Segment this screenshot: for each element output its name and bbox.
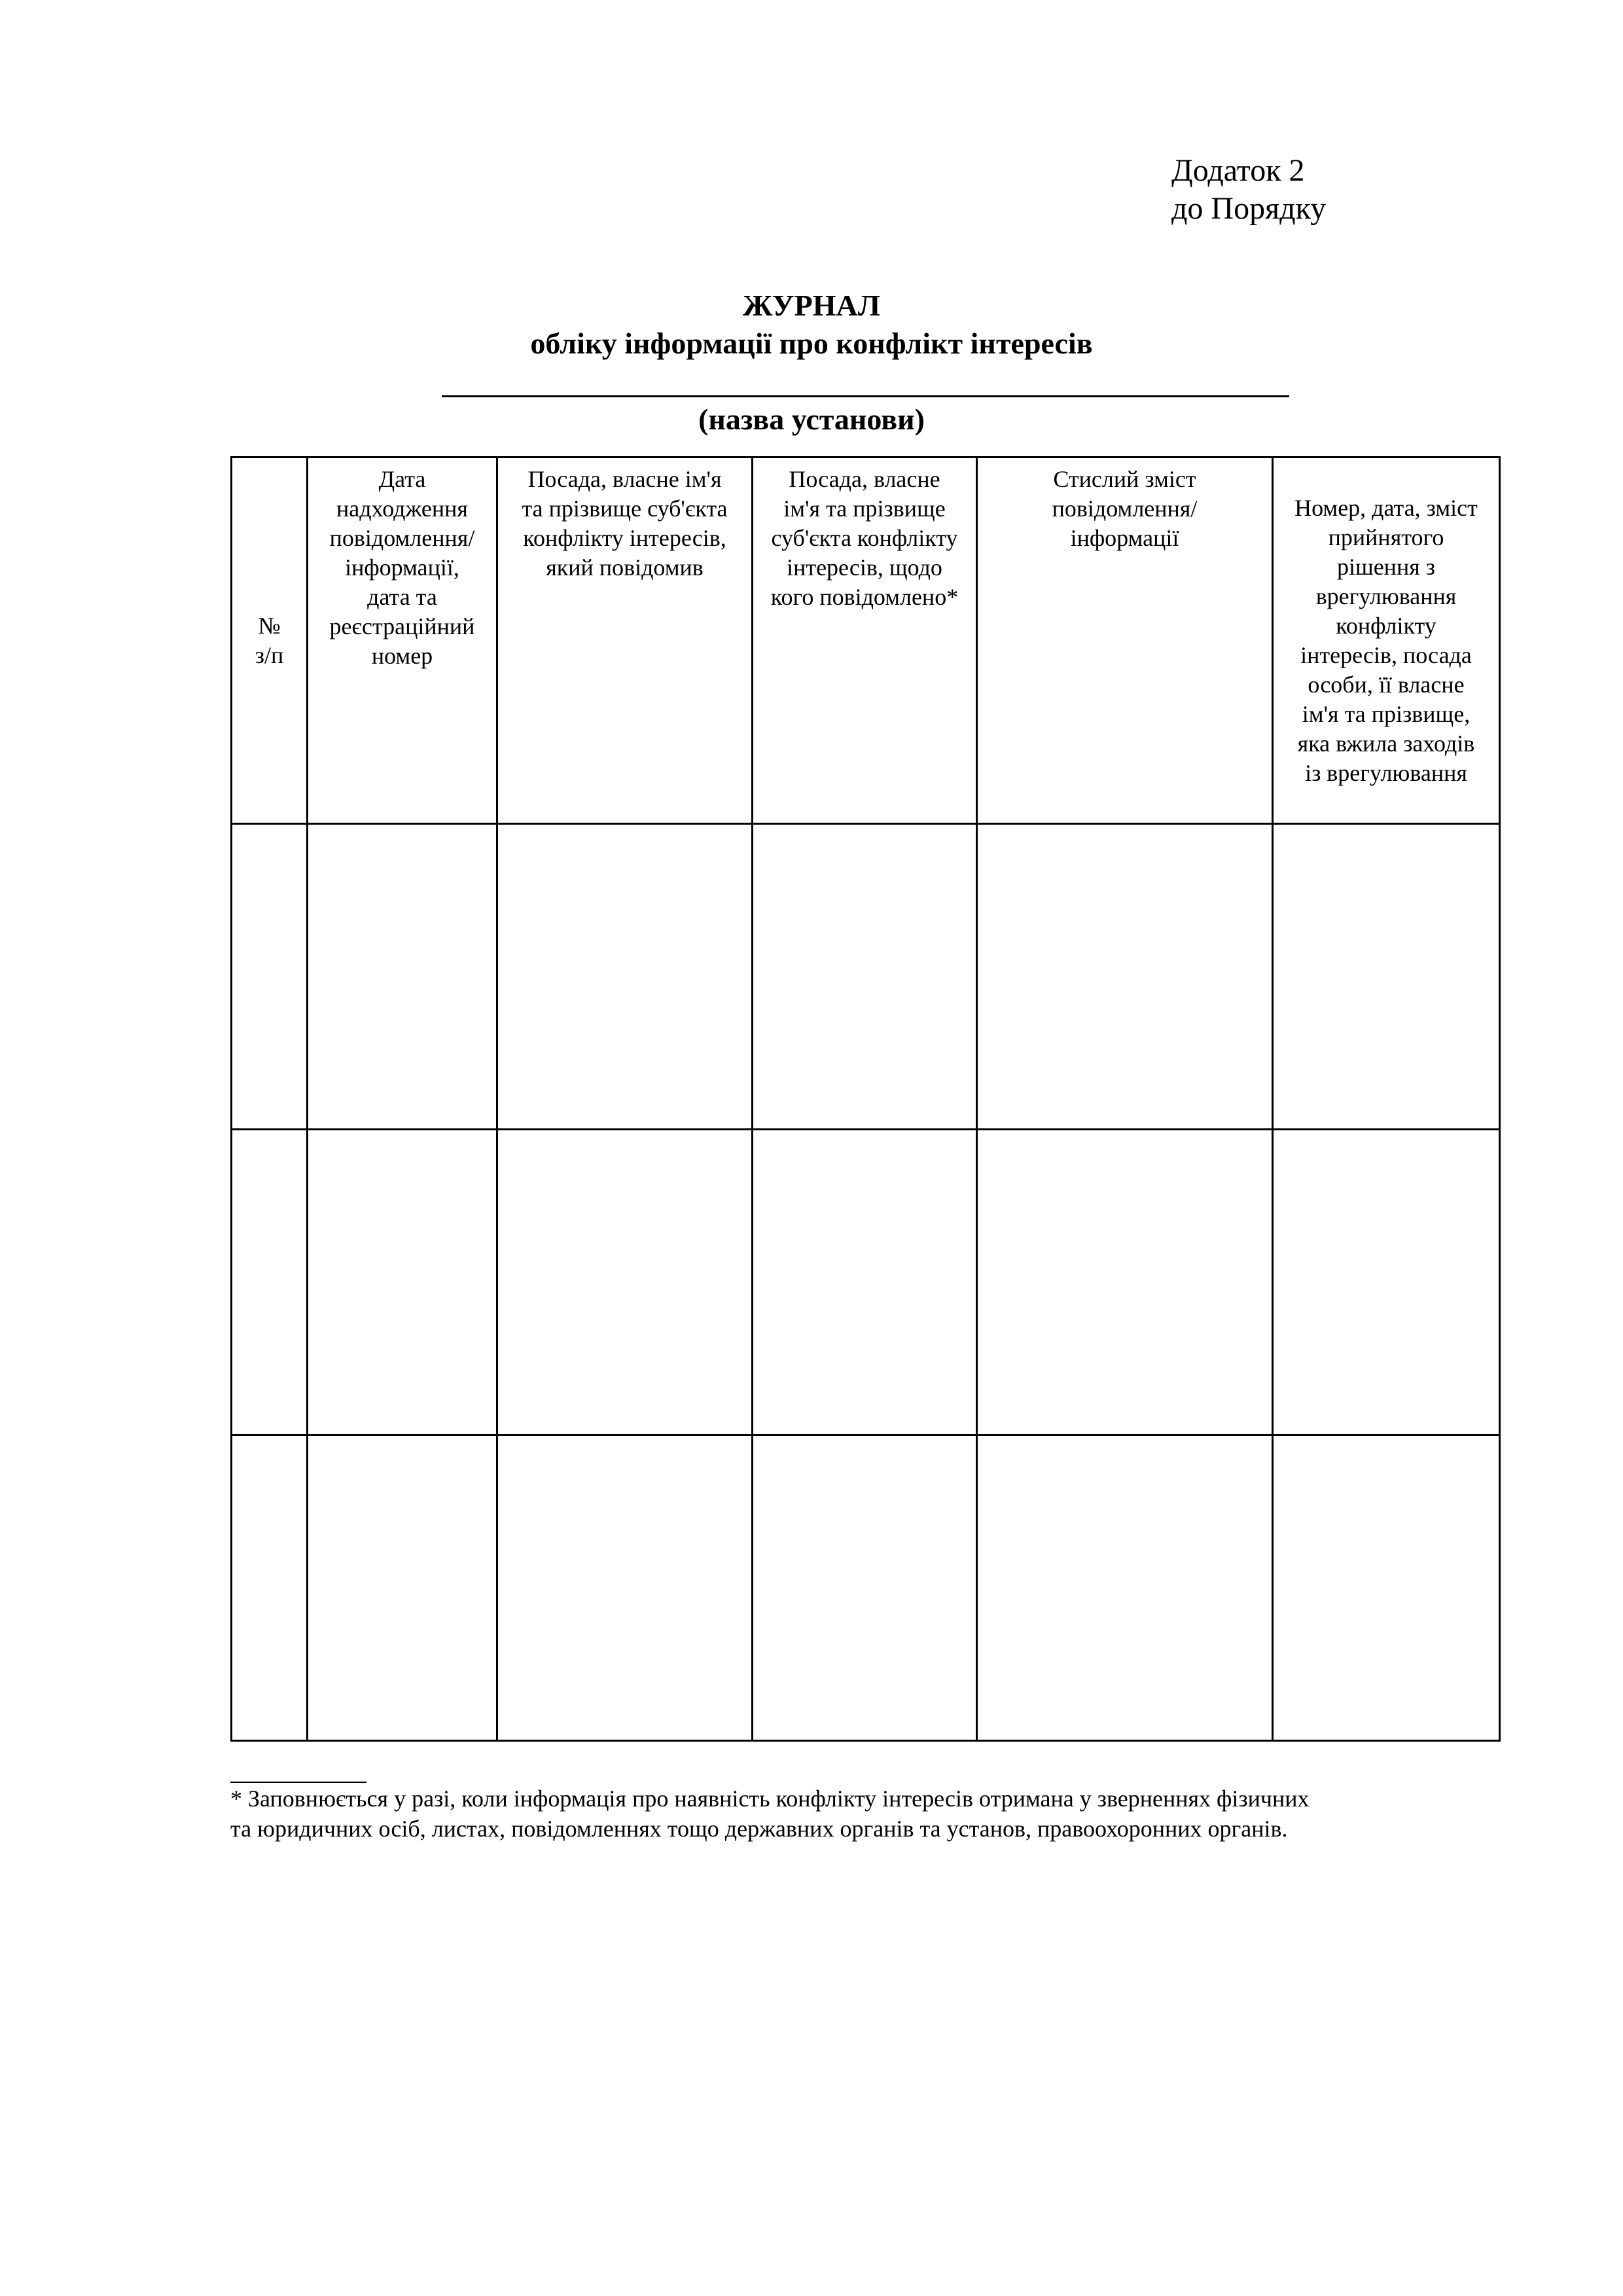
header-line: номер <box>371 643 433 669</box>
table-cell[interactable] <box>232 824 308 1130</box>
table-cell[interactable] <box>308 824 497 1130</box>
header-line: яка вжила заходів <box>1297 730 1475 757</box>
header-line: Посада, власне <box>789 466 940 492</box>
appendix-label <box>1171 152 1326 228</box>
table-cell[interactable] <box>1273 824 1500 1130</box>
header-line: суб'єкта конфлікту <box>771 525 958 551</box>
header-line: Стислий зміст <box>1053 466 1196 492</box>
header-line: Дата <box>378 466 426 492</box>
title-main: ЖУРНАЛ <box>743 289 880 322</box>
table-row <box>232 1435 1500 1741</box>
header-line: кого повідомлено* <box>770 584 959 610</box>
header-summary <box>977 457 1273 824</box>
footnote <box>230 1784 1513 1844</box>
appendix-line-2: до Порядку <box>1171 191 1327 226</box>
header-line: надходження <box>336 495 468 522</box>
table-cell[interactable] <box>497 824 753 1130</box>
table-cell[interactable] <box>232 1130 308 1435</box>
header-line: врегулювання <box>1315 583 1457 609</box>
table-cell[interactable] <box>497 1435 753 1741</box>
table-cell[interactable] <box>1273 1130 1500 1435</box>
table-cell[interactable] <box>977 1130 1273 1435</box>
header-line: реєстраційний <box>329 613 475 639</box>
header-line: інформації, <box>345 554 459 581</box>
header-line: конфлікту інтересів, <box>523 525 726 551</box>
organization-caption: (назва установи) <box>698 403 925 436</box>
header-receipt-date <box>308 457 497 824</box>
header-line: ім'я та прізвище, <box>1302 700 1471 727</box>
table-cell[interactable] <box>977 824 1273 1130</box>
header-line: Номер, дата, зміст <box>1294 494 1478 521</box>
footnote-line-2: та юридичних осіб, листах, повідомленнях тощо державних органів та установ, правоохоронних органів. <box>230 1816 1288 1842</box>
table-row <box>232 1130 1500 1435</box>
header-subject <box>753 457 977 824</box>
header-number <box>232 457 308 824</box>
header-line: повідомлення/ <box>1052 495 1198 522</box>
header-line: рішення з <box>1336 553 1435 580</box>
header-line: повідомлення/ <box>329 525 475 551</box>
header-line: та прізвище суб'єкта <box>522 495 728 522</box>
table-row <box>232 824 1500 1130</box>
table-cell[interactable] <box>232 1435 308 1741</box>
table-cell[interactable] <box>497 1130 753 1435</box>
table-cell[interactable] <box>1273 1435 1500 1741</box>
header-line: інтересів, посада <box>1300 641 1472 668</box>
header-line: прийнятого <box>1328 524 1444 550</box>
header-line: конфлікту <box>1336 612 1436 639</box>
header-line: з/п <box>255 641 284 668</box>
header-line: ім'я та прізвище <box>783 495 946 522</box>
organization-name-line <box>442 395 1289 397</box>
table-cell[interactable] <box>308 1435 497 1741</box>
journal-table <box>230 456 1501 1742</box>
document-title <box>0 287 1623 363</box>
header-line: інформації <box>1070 525 1179 551</box>
header-line: із врегулювання <box>1305 759 1467 786</box>
header-line: дата та <box>367 584 437 610</box>
table-cell[interactable] <box>753 824 977 1130</box>
table-cell[interactable] <box>753 1435 977 1741</box>
footnote-line-1: * Заповнюється у разі, коли інформація про наявність конфлікту інтересів отримана у зверненнях фізичних <box>230 1785 1310 1812</box>
appendix-line-1: Додаток 2 <box>1171 153 1305 188</box>
header-line: Посада, власне ім'я <box>527 466 722 492</box>
title-subtitle: обліку інформації про конфлікт інтересів <box>530 327 1093 360</box>
header-decision <box>1273 457 1500 824</box>
table-cell[interactable] <box>977 1435 1273 1741</box>
table-header-row <box>232 457 1500 824</box>
footnote-divider <box>230 1782 366 1783</box>
table-cell[interactable] <box>308 1130 497 1435</box>
header-line: особи, її власне <box>1308 671 1465 698</box>
table-cell[interactable] <box>753 1130 977 1435</box>
header-line: інтересів, щодо <box>787 554 942 581</box>
header-line: № <box>258 612 281 639</box>
header-reporter <box>497 457 753 824</box>
header-line: який повідомив <box>546 554 704 581</box>
